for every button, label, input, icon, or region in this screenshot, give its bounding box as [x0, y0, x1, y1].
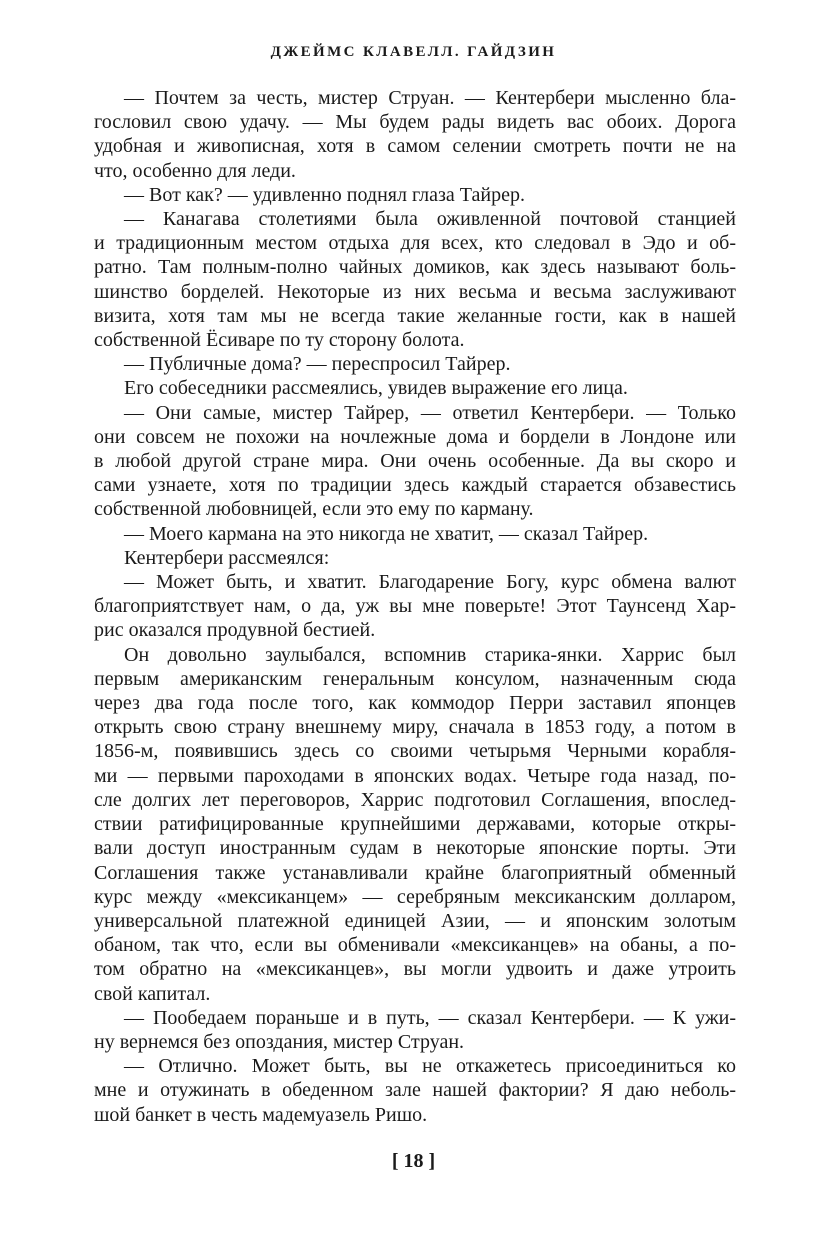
text-line: что, особенно для леди. [94, 159, 296, 182]
running-title: ДЖЕЙМС КЛАВЕЛЛ. ГАЙДЗИН [270, 44, 557, 60]
text-line: ствии ратифицированные крупнейшими державами, которые откры- [94, 813, 736, 836]
text-line: собственной Ёсиваре по ту сторону болота. [94, 329, 465, 352]
text-line: том обратно на «мексиканцев», вы могли удвоить и даже утроить [94, 958, 736, 981]
text-line: удобная и живописная, хотя в самом селении смотреть почти не на [94, 135, 736, 158]
text-line: шинство борделей. Некоторые из них весьма и весьма заслуживают [94, 280, 736, 303]
text-line: первым американским генеральным консулом, назначенным сюда [94, 667, 736, 690]
text-line: курс между «мексиканцем» — серебряным мексиканским долларом, [94, 885, 736, 908]
text-line: и традиционным местом отдыха для всех, кто следовал в Эдо и об- [94, 232, 736, 255]
paragraph [94, 570, 736, 643]
text-line: — Может быть, и хватит. Благодарение Богу, курс обмена валют [124, 571, 736, 594]
paragraph [94, 207, 736, 352]
paragraph [94, 546, 736, 570]
text-line: — Отлично. Может быть, вы не откажетесь присоединиться ко [124, 1055, 736, 1078]
body-text [94, 86, 736, 1127]
text-line: благоприятствует нам, о да, уж вы мне поверьте! Этот Таунсенд Хар- [94, 595, 736, 618]
text-line: — Моего кармана на это никогда не хватит, — сказал Тайрер. [124, 522, 649, 545]
text-line: обаном, так что, если вы обменивали «мексиканцев» на обаны, а по- [94, 934, 736, 957]
text-line: — Публичные дома? — переспросил Тайрер. [124, 353, 511, 376]
text-line: гословил свою удачу. — Мы будем рады видеть вас обоих. Дорога [94, 111, 736, 134]
text-line: Кентербери рассмеялся: [124, 546, 330, 569]
paragraph [94, 376, 736, 400]
text-line: ну вернемся без опоздания, мистер Струан. [94, 1030, 465, 1053]
page-number: [ 18 ] [391, 1150, 436, 1172]
paragraph [94, 1006, 736, 1054]
text-line: открыть свою страну внешнему миру, сначала в 1853 году, а потом в [94, 716, 736, 739]
text-line: вали доступ иностранным судам в некоторые японские порты. Эти [94, 837, 736, 860]
text-line: свой капитал. [94, 982, 211, 1005]
text-line: Его собеседники рассмеялись, увидев выражение его лица. [124, 377, 628, 400]
text-line: сле долгих лет переговоров, Харрис подготовил Соглашения, впослед- [94, 788, 736, 811]
text-line: Он довольно заулыбался, вспомнив старика-янки. Харрис был [124, 643, 736, 666]
paragraph [94, 86, 736, 183]
paragraph [94, 643, 736, 1006]
paragraph [94, 1054, 736, 1127]
text-line: 1856-м, появившись здесь со своими четырьмя Черными корабля- [94, 740, 736, 763]
text-line: Соглашения также устанавливали крайне благоприятный обменный [94, 861, 736, 884]
text-line: визита, хотя там мы не всегда такие желанные гости, как в нашей [94, 304, 736, 327]
text-line: собственной любовницей, если это ему по карману. [94, 498, 534, 521]
text-line: — Канагава столетиями была оживленной почтовой станцией [124, 208, 736, 231]
text-line: они совсем не похожи на ночлежные дома и бордели в Лондоне или [94, 425, 736, 448]
text-line: в любой другой стране мира. Они очень особенные. Да вы скоро и [94, 450, 736, 473]
text-line: универсальной платежной единицей Азии, — и японским золотым [94, 909, 736, 932]
text-line: — Вот как? — удивленно поднял глаза Тайрер. [124, 183, 525, 206]
text-line: ми — первыми пароходами в японских водах. Четыре года назад, по- [94, 764, 736, 787]
paragraph [94, 401, 736, 522]
paragraph [94, 352, 736, 376]
text-line: ратно. Там полным-полно чайных домиков, как здесь называют боль- [94, 256, 736, 279]
text-line: шой банкет в честь мадемуазель Ришо. [94, 1103, 428, 1126]
text-line: — Почтем за честь, мистер Струан. — Кентербери мысленно бла- [124, 87, 736, 109]
text-line: рис оказался продувной бестией. [94, 619, 376, 642]
text-line: мне и отужинать в обеденном зале нашей фактории? Я даю неболь- [94, 1079, 736, 1102]
text-line: — Они самые, мистер Тайрер, — ответил Кентербери. — Только [124, 401, 736, 424]
paragraph [94, 183, 736, 207]
text-line: сами узнаете, хотя по традиции здесь каждый старается обзавестись [94, 474, 736, 497]
paragraph [94, 522, 736, 546]
text-line: — Пообедаем пораньше и в путь, — сказал Кентербери. — К ужи- [124, 1006, 736, 1029]
text-line: через два года после того, как коммодор Перри заставил японцев [94, 692, 736, 715]
